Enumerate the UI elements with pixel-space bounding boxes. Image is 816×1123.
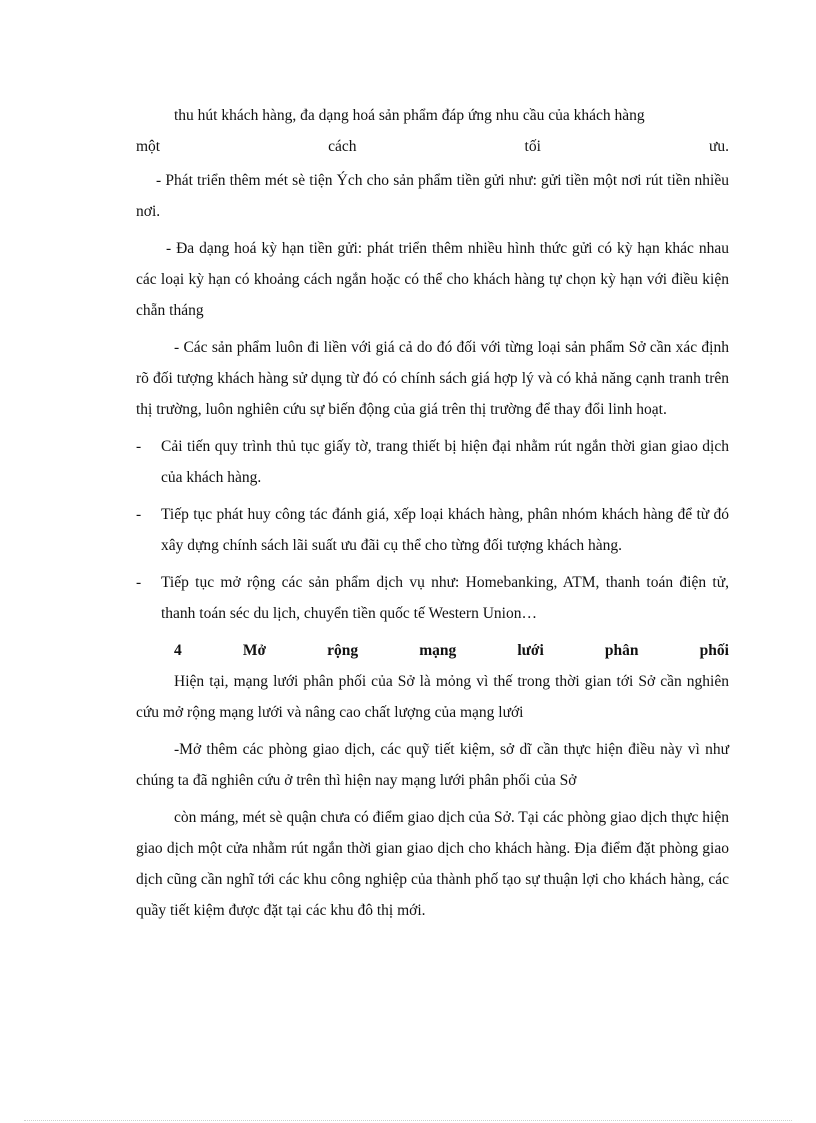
heading-word: mạng bbox=[419, 642, 457, 659]
paragraph-4: - Các sản phẩm luôn đi liền với giá cả do đó đối với từng loại sản phẩm Sở cần xác định rõ đối tượng khách hàng sử dụng từ đó có chính sách giá hợp lý và có khả năng cạnh tranh trên thị trường, luôn nghiên cứu sự biến động của giá trên thị trường để thay đổi linh hoạt. bbox=[136, 339, 729, 418]
bullet-item-3 bbox=[136, 567, 729, 629]
word: ưu. bbox=[708, 138, 729, 155]
paragraph-3: - Đa dạng hoá kỳ hạn tiền gửi: phát triển thêm nhiều hình thức gửi có kỳ hạn khác nhau các loại kỳ hạn có khoảng cách ngắn hoặc có thể cho khách hàng tự chọn kỳ hạn với điều kiện chẵn tháng bbox=[136, 240, 729, 319]
heading-word: phối bbox=[699, 642, 729, 659]
page-bottom-rule bbox=[24, 1120, 792, 1121]
bullet-item-1 bbox=[136, 431, 729, 493]
bullet-dash: - bbox=[136, 506, 142, 523]
paragraph-6: -Mở thêm các phòng giao dịch, các quỹ tiết kiệm, sở dĩ cần thực hiện điều này vì như chúng ta đã nghiên cứu ở trên thì hiện nay mạng lưới phân phối của Sở bbox=[136, 741, 729, 789]
heading-word: Mở bbox=[242, 642, 267, 659]
paragraph-7: còn máng, mét sè quận chưa có điểm giao dịch của Sở. Tại các phòng giao dịch thực hiện giao dịch một cửa nhằm rút ngắn thời gian giao dịch cho khách hàng. Địa điểm đặt phòng giao dịch cũng cần nghĩ tới các khu công nghiệp của thành phố tạo sự thuận lợi cho khách hàng, các quầy tiết kiệm được đặt tại các khu đô thị mới. bbox=[136, 809, 729, 919]
paragraph-5: Hiện tại, mạng lưới phân phối của Sở là mỏng vì thế trong thời gian tới Sở cần nghiên cứu mở rộng mạng lưới và nâng cao chất lượng của mạng lưới bbox=[136, 673, 729, 721]
bullet-dash: - bbox=[136, 574, 142, 591]
bullet-text: Tiếp tục mở rộng các sản phẩm dịch vụ như: Homebanking, ATM, thanh toán điện tử, thanh toán séc du lịch, chuyển tiền quốc tế Western Union… bbox=[161, 574, 729, 622]
document-body bbox=[136, 100, 729, 926]
bullet-item-2 bbox=[136, 499, 729, 561]
paragraph-1-line-2 bbox=[136, 131, 729, 162]
word: cách bbox=[328, 138, 357, 155]
section-heading bbox=[136, 635, 729, 666]
paragraph-2: - Phát triển thêm mét sè tiện Ých cho sản phẩm tiền gửi như: gửi tiền một nơi rút tiền nhiều nơi. bbox=[136, 172, 729, 220]
heading-word: lưới bbox=[517, 642, 544, 659]
bullet-text: Tiếp tục phát huy công tác đánh giá, xếp loại khách hàng, phân nhóm khách hàng để từ đó xây dựng chính sách lãi suất ưu đãi cụ thể cho từng đối tượng khách hàng. bbox=[161, 506, 729, 554]
paragraph-1-line-1: thu hút khách hàng, đa dạng hoá sản phẩm đáp ứng nhu cầu của khách hàng bbox=[174, 107, 645, 124]
word: một bbox=[136, 138, 161, 155]
heading-word: rộng bbox=[327, 642, 359, 659]
word: tối bbox=[524, 138, 541, 155]
bullet-dash: - bbox=[136, 438, 142, 455]
heading-word: phân bbox=[604, 642, 639, 659]
heading-word: 4 bbox=[174, 642, 182, 659]
bullet-text: Cải tiến quy trình thủ tục giấy tờ, trang thiết bị hiện đại nhằm rút ngắn thời gian giao dịch của khách hàng. bbox=[161, 438, 729, 486]
